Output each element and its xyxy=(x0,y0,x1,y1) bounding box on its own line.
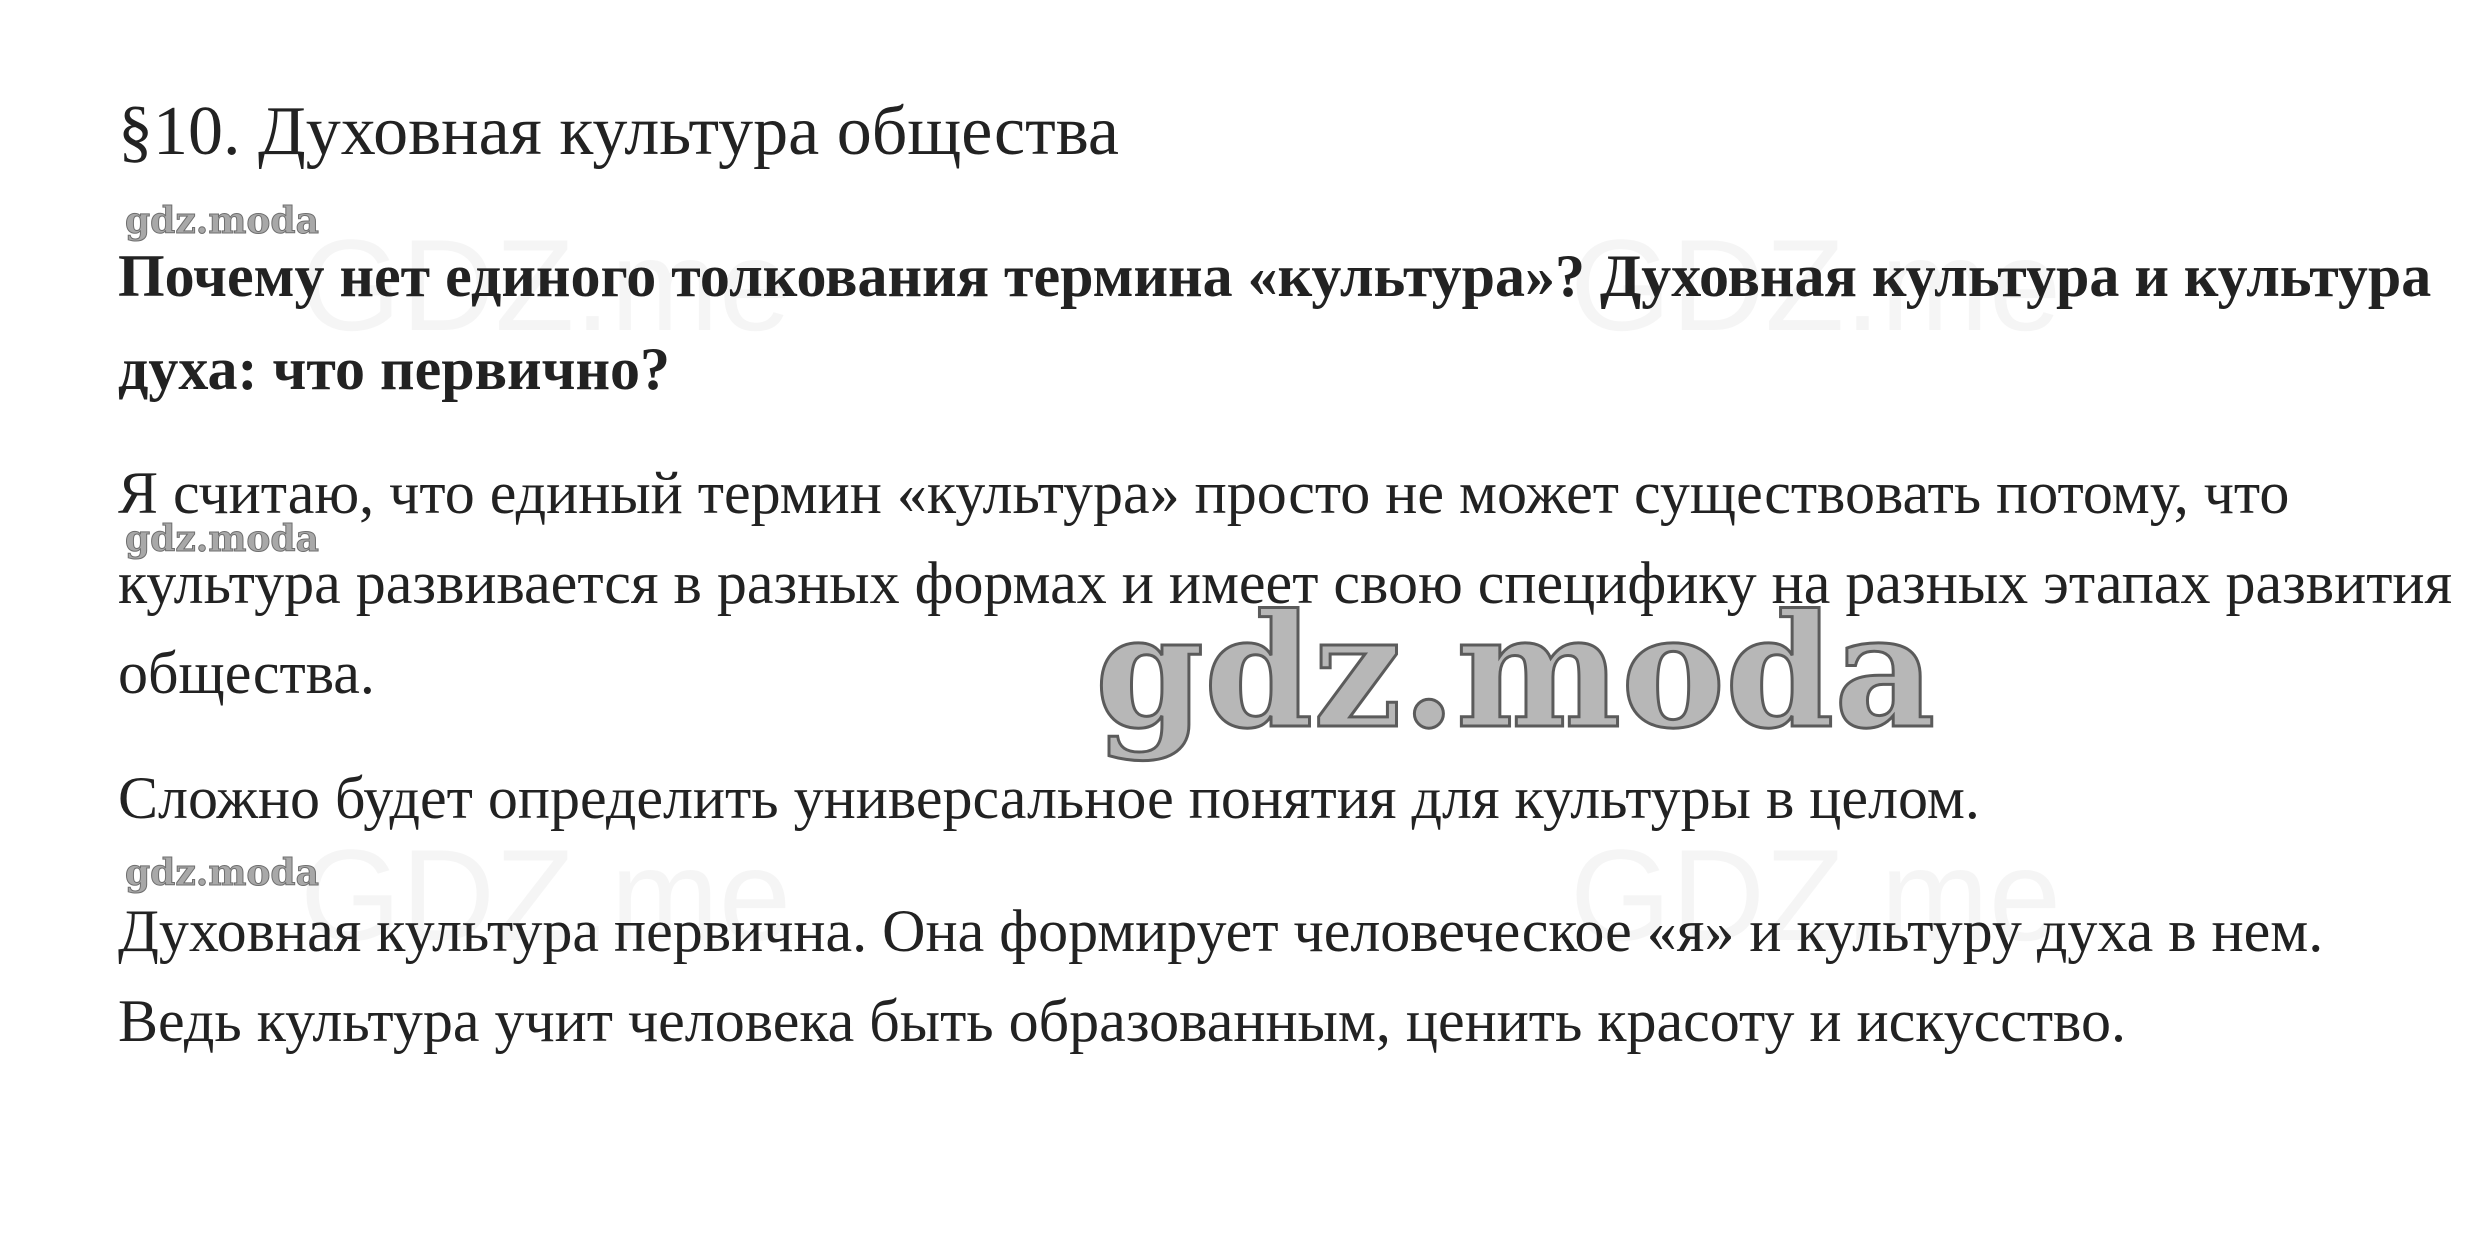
watermark-large: gdz.moda xyxy=(1095,580,1936,763)
question-text: Почему нет единого толкования термина «культура»? Духовная культура и культура духа: что первично? xyxy=(118,243,2432,402)
answer-paragraph-2: Сложно будет определить универсальное понятия для культуры в целом. xyxy=(118,765,1980,831)
answer-paragraph-1: Я считаю, что единый термин «культура» просто не может существовать потому, что культура развивается в разных формах и имеет свою специфику на разных этапах развития общества. xyxy=(118,460,2453,706)
watermark-small: gdz.moda xyxy=(125,200,319,242)
watermark-small: gdz.moda xyxy=(125,852,319,894)
section-title: §10. Духовная культура общества xyxy=(118,93,1119,170)
watermark-small: gdz.moda xyxy=(125,518,319,560)
answer-paragraph-3: Духовная культура первична. Она формирует человеческое «я» и культуру духа в нем. Ведь культура учит человека быть образованным, ценить красоту и искусство. xyxy=(118,898,2324,1054)
